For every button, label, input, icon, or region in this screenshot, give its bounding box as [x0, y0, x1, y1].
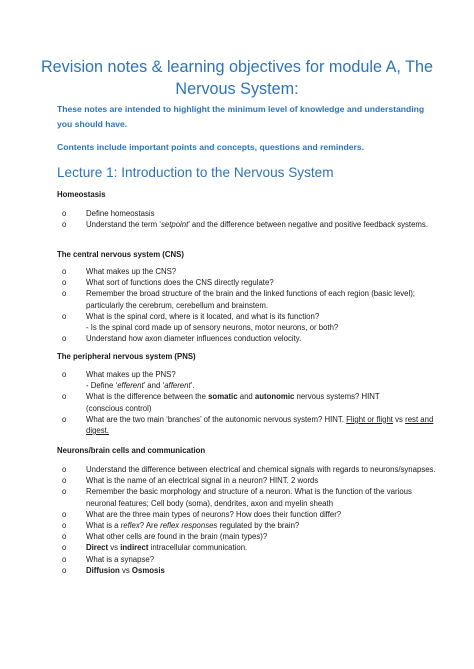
- list-item: o Remember the basic morphology and structure of a neuron. What is the function of the various neuronal features; Cell body (soma), dendrites, axon and myelin sheath: [62, 487, 412, 508]
- bullet: o: [62, 311, 67, 321]
- title-line-1: Revision notes & learning objectives for module A, The: [40, 58, 434, 76]
- list-item: o What is the difference between the somatic and autonomic nervous systems? HINT (conscious control): [62, 392, 380, 413]
- list-item: o What are the three main types of neurons? How does their function differ?: [62, 509, 342, 519]
- bullet: o: [62, 334, 67, 344]
- bullet: o: [62, 414, 67, 424]
- list-item: o What other cells are found in the brain (main types)?: [62, 532, 268, 542]
- bullet: o: [62, 209, 67, 218]
- bullet: o: [62, 521, 67, 531]
- list-item: o Diffusion vs Osmosis: [62, 565, 165, 575]
- list-item: o Define homeostasis: [62, 209, 155, 218]
- list-item: o Remember the broad structure of the brain and the linked functions of each region (basic level); particularly the cerebrum, cerebellum and brainstem.: [62, 289, 415, 310]
- list-item: o What is a reflex? Are reflex responses regulated by the brain?: [62, 521, 300, 531]
- bullet: o: [62, 532, 67, 542]
- list-item: o What is the name of an electrical signal in a neuron? HINT. 2 words: [62, 476, 319, 486]
- list-item: o What are the two main ‘branches’ of the autonomic nervous system? HINT. Flight or flight vs rest and digest.: [62, 414, 434, 436]
- bullet: o: [62, 476, 67, 486]
- list-item: o Understand how axon diameter influences conduction velocity.: [62, 334, 302, 344]
- bullet: o: [62, 487, 67, 497]
- bullet: o: [62, 289, 67, 299]
- bullet: o: [62, 370, 67, 379]
- bullet: o: [62, 267, 67, 276]
- bullet: o: [62, 509, 67, 519]
- intro-paragraph: These notes are intended to highlight the minimum level of knowledge and understanding you should have.: [57, 104, 425, 129]
- section-heading-neurons: Neurons/brain cells and communication: [57, 446, 206, 455]
- list-item: o Direct vs indirect intracellular communication.: [62, 543, 248, 553]
- list-item: o What is the spinal cord, where is it located, and what is its function? - Is the spinal cord made up of sensory neurons, motor neurons, or both?: [62, 311, 339, 333]
- bullet: o: [62, 278, 67, 288]
- page-title: [40, 56, 434, 100]
- bullet: o: [62, 465, 67, 474]
- contents-paragraph: Contents include important points and concepts, questions and reminders.: [57, 142, 365, 152]
- list-item: o What makes up the CNS?: [62, 267, 177, 276]
- section-heading-pns: The peripheral nervous system (PNS): [57, 352, 196, 361]
- list-item: o What is a synapse?: [62, 554, 155, 564]
- section-heading-cns: The central nervous system (CNS): [57, 250, 184, 259]
- bullet: o: [62, 554, 67, 564]
- list-item: o What sort of functions does the CNS directly regulate?: [62, 278, 274, 288]
- lecture-heading: Lecture 1: Introduction to the Nervous System: [57, 165, 334, 180]
- list-item: o What makes up the PNS? - Define ‘efferent’ and ‘afferent’.: [62, 370, 195, 391]
- pns-list: [57, 369, 437, 436]
- bullet: o: [62, 392, 67, 402]
- list-item: o Understand the difference between electrical and chemical signals with regards to neurons/synapses.: [62, 465, 436, 474]
- bullet: o: [62, 220, 67, 230]
- section-heading-homeostasis: Homeostasis: [57, 190, 106, 199]
- title-line-2: Nervous System:: [175, 80, 299, 98]
- cns-list: [57, 266, 437, 344]
- neurons-list: [57, 464, 437, 576]
- bullet: o: [62, 543, 67, 553]
- bullet: o: [62, 565, 67, 575]
- list-item: o Understand the term ‘setpoint’ and the difference between negative and positive feedback systems.: [62, 220, 428, 230]
- homeostasis-list: [57, 208, 437, 230]
